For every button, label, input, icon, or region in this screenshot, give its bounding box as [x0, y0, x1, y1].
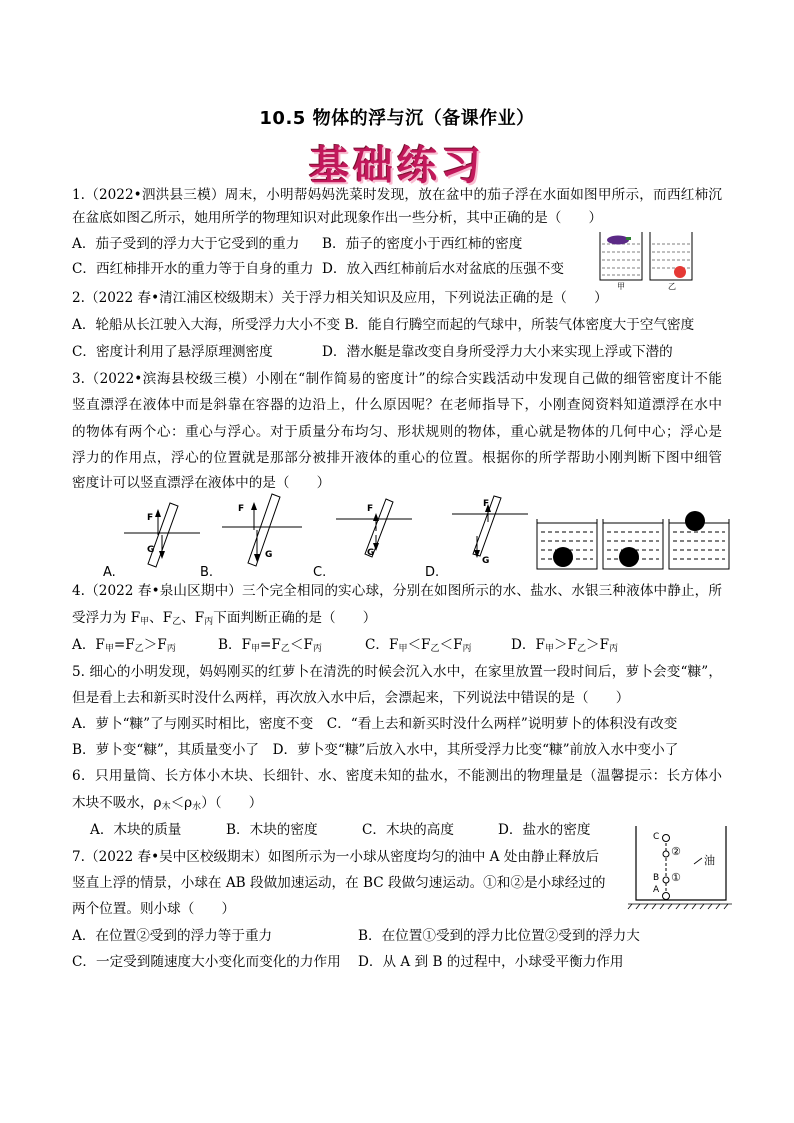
- q3-d-force-f: F: [483, 499, 490, 509]
- q1-line-1: 1.（2022•泗洪县三模）周末，小明帮妈妈洗菜时发现，放在盆中的茄子浮在水面如图甲所示，而西红柿沉: [72, 187, 722, 203]
- q4-line-1: 4.（2022 春•泉山区期中）三个完全相同的实心球，分别在如图所示的水、盐水、水银三种液体中静止，所: [72, 583, 722, 599]
- q3-label-b: B.: [200, 565, 214, 580]
- q6-line-2: 木块不吸水，$\rho_木<\rho_水$）（ ）: [72, 795, 263, 812]
- q1-option-a: A．茄子受到的浮力大于它受到的重力: [72, 236, 300, 252]
- q3-label-c: C.: [313, 565, 327, 580]
- q3-b-force-g: G: [265, 550, 273, 560]
- q2-option-ab: A．轮船从长江驶入大海，所受浮力大小不变 B．能自行腾空而起的气球中，所装气体密度大于空气密度: [72, 317, 695, 333]
- q1-option-b: B．茄子的密度小于西红柿的密度: [322, 236, 523, 252]
- q7-line-1: 7.（2022 春•吴中区校级期末）如图所示为一小球从密度均匀的油中 A 处由静止释放后: [72, 849, 599, 865]
- eggplant-icon: [607, 236, 629, 245]
- section-banner: 基础练习: [309, 143, 485, 189]
- q2-option-d: D．潜水艇是靠改变自身所受浮力大小来实现上浮或下潜的: [322, 344, 673, 360]
- q6-option-a: A．木块的质量: [90, 822, 182, 838]
- q4-option-b: B．$F_甲=F_乙<F_丙$: [218, 637, 322, 654]
- q1-figure-basins: [598, 228, 698, 298]
- q3-a-force-g: G: [147, 545, 155, 555]
- q3-d-force-g: G: [482, 556, 490, 566]
- q3-c-force-g: G: [367, 548, 375, 558]
- q3-line-4: 浮力的作用点，浮心的位置就是那部分被排开液体的重心的位置。根据你的所学帮助小刚判断下图中细管: [72, 450, 722, 466]
- q3-line-1: 3.（2022•滨海县校级三模）小刚在“制作简易的密度计”的综合实践活动中发现自己做的细管密度计不能: [72, 371, 722, 387]
- q3-b-force-f: F: [238, 504, 245, 514]
- page-title: 10.5 物体的浮与沉（备课作业）: [259, 108, 535, 129]
- q7-option-a: A．在位置②受到的浮力等于重力: [72, 928, 273, 944]
- q6-line-1: 6．只用量筒、长方体小木块、长细针、水、密度未知的盐水，不能测出的物理量是（温馨提示：长方体小: [72, 768, 722, 784]
- q7-oil-label: 油: [704, 854, 715, 867]
- q4-option-d: D．$F_甲>F_乙>F_丙$: [511, 637, 619, 654]
- q1-line-2: 在盆底如图乙所示，她用所学的物理知识对此现象作出一些分析，其中正确的是（ ）: [72, 210, 603, 226]
- q4-figure-containers: [535, 505, 735, 571]
- q7-point-c: C: [653, 832, 660, 842]
- q7-option-c: C．一定受到随速度大小变化而变化的力作用: [72, 954, 341, 970]
- q3-line-5: 密度计可以竖直漂浮在液体中的是（ ）: [72, 475, 331, 491]
- q5-line-2: 但是看上去和新买时没什么两样，再次放入水中后，会漂起来，下列说法中错误的是（ ）: [72, 690, 630, 706]
- q6-option-b: B．木块的密度: [226, 822, 318, 838]
- q7-line-3: 两个位置。则小球（ ）: [72, 901, 236, 917]
- q7-point-b: B: [653, 873, 660, 883]
- q3-label-d: D.: [425, 565, 440, 580]
- q5-options-a-c: A．萝卜“糠”了与刚买时相比，密度不变 C．“看上去和新买时没什么两样”说明萝卜的体积没有改变: [72, 716, 678, 732]
- ball-in-water-icon: [553, 547, 573, 567]
- q1-option-d: D．放入西红柿前后水对盆底的压强不变: [322, 261, 564, 277]
- q3-a-force-f: F: [147, 513, 154, 523]
- q4-option-a: A．$F_甲=F_乙>F_丙$: [72, 637, 176, 654]
- figure-label-jia: 甲: [617, 282, 625, 291]
- q7-figure-oil-container: [622, 824, 734, 910]
- q3-label-a: A.: [103, 565, 116, 580]
- q3-c-force-f: F: [367, 504, 374, 514]
- q7-option-b: B．在位置①受到的浮力比位置②受到的浮力大: [358, 928, 640, 944]
- q7-line-2: 竖直上浮的情景，小球在 AB 段做加速运动，在 BC 段做匀速运动。①和②是小球经过的: [72, 875, 606, 891]
- q2-line-1: 2.（2022 春•清江浦区校级期末）关于浮力相关知识及应用，下列说法正确的是（ ）: [72, 290, 608, 306]
- tomato-icon: [674, 266, 686, 278]
- ball-in-saltwater-icon: [619, 547, 639, 567]
- q4-line-2: 受浮力为 $F_甲$、$F_乙$、$F_丙$下面判断正确的是（ ）: [72, 610, 377, 627]
- figure-label-yi: 乙: [668, 282, 676, 291]
- ball-in-mercury-icon: [685, 511, 705, 531]
- q7-option-d: D．从 A 到 B 的过程中，小球受平衡力作用: [358, 954, 624, 970]
- q3-figure-b: [216, 490, 306, 575]
- q2-option-c: C．密度计利用了悬浮原理测密度: [72, 344, 273, 360]
- q7-point-a: A: [653, 885, 660, 895]
- q1-option-c: C．西红柿排开水的重力等于自身的重力: [72, 261, 314, 277]
- q6-option-c: C．木块的高度: [362, 822, 454, 838]
- q6-option-d: D．盐水的密度: [498, 822, 591, 838]
- q5-options-b-d: B．萝卜变“糠”，其质量变小了 D．萝卜变“糠”后放入水中，其所受浮力比变“糠”前放入水中变小了: [72, 742, 679, 758]
- q4-option-c: C．$F_甲<F_乙<F_丙$: [365, 637, 472, 654]
- q3-line-2: 竖直漂浮在液体中而是斜靠在容器的边沿上，什么原因呢？在老师指导下，小刚查阅资料知道漂浮在水中: [72, 397, 722, 413]
- q7-position-2: ②: [671, 845, 681, 858]
- q3-figure-a: [118, 495, 204, 575]
- q5-line-1: 5. 细心的小明发现，妈妈刚买的红萝卜在清洗的时候会沉入水中，在家里放置一段时间后，萝卜会变“糠”，: [72, 664, 722, 680]
- q3-line-3: 的物体有两个心：重心与浮心。对于质量分布均匀、形状规则的物体，重心就是物体的几何中心；浮心是: [72, 424, 722, 440]
- q7-position-1: ①: [671, 871, 681, 884]
